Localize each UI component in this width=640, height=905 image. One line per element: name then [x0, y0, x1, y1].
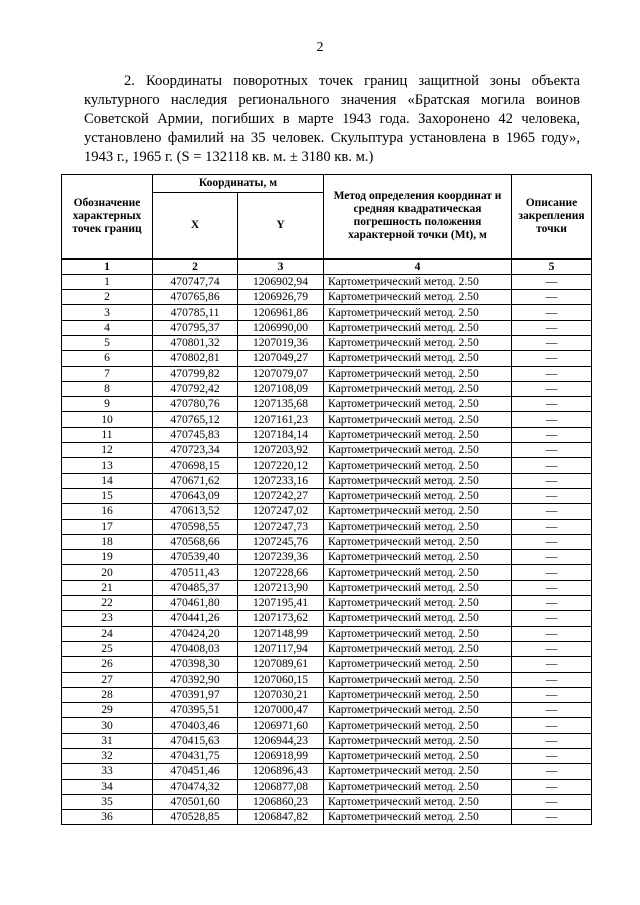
- point-number-cell: 30: [62, 718, 153, 733]
- description-cell: —: [512, 565, 592, 580]
- table-row: [62, 381, 592, 396]
- y-coordinate-cell: 1206971,60: [238, 718, 324, 733]
- point-number-cell: 3: [62, 305, 153, 320]
- description-cell: —: [512, 381, 592, 396]
- y-coordinate-cell: 1206944,23: [238, 733, 324, 748]
- point-number-cell: 4: [62, 320, 153, 335]
- x-coordinate-cell: 470511,43: [153, 565, 238, 580]
- point-number-cell: 1: [62, 274, 153, 289]
- description-cell: —: [512, 397, 592, 412]
- y-coordinate-cell: 1207228,66: [238, 565, 324, 580]
- point-number-cell: 8: [62, 381, 153, 396]
- x-coordinate-cell: 470501,60: [153, 794, 238, 809]
- y-coordinate-cell: 1207173,62: [238, 611, 324, 626]
- method-cell: Картометрический метод. 2.50: [324, 305, 512, 320]
- y-coordinate-cell: 1207148,99: [238, 626, 324, 641]
- point-number-cell: 20: [62, 565, 153, 580]
- description-cell: —: [512, 779, 592, 794]
- x-coordinate-cell: 470643,09: [153, 488, 238, 503]
- table-row: [62, 427, 592, 442]
- table-row: [62, 412, 592, 427]
- point-number-cell: 24: [62, 626, 153, 641]
- description-cell: —: [512, 733, 592, 748]
- table-row: [62, 794, 592, 809]
- x-coordinate-cell: 470780,76: [153, 397, 238, 412]
- header-coordinates: Координаты, м: [153, 175, 324, 193]
- x-coordinate-cell: 470392,90: [153, 672, 238, 687]
- table-row: [62, 749, 592, 764]
- x-coordinate-cell: 470441,26: [153, 611, 238, 626]
- table-row: [62, 274, 592, 289]
- x-coordinate-cell: 470539,40: [153, 550, 238, 565]
- table-row: [62, 397, 592, 412]
- x-coordinate-cell: 470795,37: [153, 320, 238, 335]
- header-description: Описание закрепления точки: [512, 175, 592, 259]
- description-cell: —: [512, 687, 592, 702]
- table-row: [62, 488, 592, 503]
- description-cell: —: [512, 427, 592, 442]
- table-row: [62, 443, 592, 458]
- point-number-cell: 5: [62, 335, 153, 350]
- y-coordinate-cell: 1207079,07: [238, 366, 324, 381]
- header-x: X: [153, 193, 238, 259]
- x-coordinate-cell: 470801,32: [153, 335, 238, 350]
- method-cell: Картометрический метод. 2.50: [324, 718, 512, 733]
- y-coordinate-cell: 1207089,61: [238, 657, 324, 672]
- table-row: [62, 779, 592, 794]
- y-coordinate-cell: 1207242,27: [238, 488, 324, 503]
- description-cell: —: [512, 488, 592, 503]
- y-coordinate-cell: 1207195,41: [238, 596, 324, 611]
- table-row: [62, 550, 592, 565]
- description-cell: —: [512, 366, 592, 381]
- table-row: [62, 718, 592, 733]
- header-method: Метод определения координат и средняя квадратическая погрешность положения характерной точки (Mt), м: [324, 175, 512, 259]
- x-coordinate-cell: 470403,46: [153, 718, 238, 733]
- x-coordinate-cell: 470451,46: [153, 764, 238, 779]
- table-row: [62, 611, 592, 626]
- method-cell: Картометрический метод. 2.50: [324, 397, 512, 412]
- table-row: [62, 733, 592, 748]
- y-coordinate-cell: 1207233,16: [238, 473, 324, 488]
- y-coordinate-cell: 1207019,36: [238, 335, 324, 350]
- y-coordinate-cell: 1206860,23: [238, 794, 324, 809]
- x-coordinate-cell: 470671,62: [153, 473, 238, 488]
- method-cell: Картометрический метод. 2.50: [324, 733, 512, 748]
- page-number: 2: [316, 40, 324, 55]
- y-coordinate-cell: 1207117,94: [238, 641, 324, 656]
- method-cell: Картометрический метод. 2.50: [324, 749, 512, 764]
- point-number-cell: 9: [62, 397, 153, 412]
- method-cell: Картометрический метод. 2.50: [324, 565, 512, 580]
- table-row: [62, 565, 592, 580]
- y-coordinate-cell: 1207030,21: [238, 687, 324, 702]
- table-row: [62, 626, 592, 641]
- table-row: [62, 335, 592, 350]
- description-cell: —: [512, 443, 592, 458]
- method-cell: Картометрический метод. 2.50: [324, 794, 512, 809]
- intro-paragraph: 2. Координаты поворотных точек границ защитной зоны объекта культурного наследия регионального значения «Братская могила воинов Советской Армии, погибших в марте 1943 года. Захоронено 42 человека, установлено фамилий на 35 человек. Скульптура установлена в 1965 году», 1943 г., 1965 г. (S = 132118 кв. м. ± 3180 кв. м.): [84, 73, 580, 165]
- y-coordinate-cell: 1207108,09: [238, 381, 324, 396]
- point-number-cell: 10: [62, 412, 153, 427]
- point-number-cell: 32: [62, 749, 153, 764]
- x-coordinate-cell: 470415,63: [153, 733, 238, 748]
- method-cell: Картометрический метод. 2.50: [324, 381, 512, 396]
- point-number-cell: 7: [62, 366, 153, 381]
- method-cell: Картометрический метод. 2.50: [324, 641, 512, 656]
- method-cell: Картометрический метод. 2.50: [324, 427, 512, 442]
- x-coordinate-cell: 470431,75: [153, 749, 238, 764]
- y-coordinate-cell: 1207239,36: [238, 550, 324, 565]
- y-coordinate-cell: 1207184,14: [238, 427, 324, 442]
- point-number-cell: 27: [62, 672, 153, 687]
- table-body: [62, 259, 592, 825]
- description-cell: —: [512, 611, 592, 626]
- point-number-cell: 26: [62, 657, 153, 672]
- table-row: [62, 504, 592, 519]
- description-cell: —: [512, 657, 592, 672]
- table-row: [62, 580, 592, 595]
- x-coordinate-cell: 470391,97: [153, 687, 238, 702]
- table-row: [62, 596, 592, 611]
- method-cell: Картометрический метод. 2.50: [324, 611, 512, 626]
- method-cell: Картометрический метод. 2.50: [324, 351, 512, 366]
- table-row: [62, 764, 592, 779]
- table-row: [62, 519, 592, 534]
- x-coordinate-cell: 470395,51: [153, 703, 238, 718]
- description-cell: —: [512, 810, 592, 825]
- point-number-cell: 28: [62, 687, 153, 702]
- point-number-cell: 34: [62, 779, 153, 794]
- description-cell: —: [512, 703, 592, 718]
- y-coordinate-cell: 1206847,82: [238, 810, 324, 825]
- method-cell: Картометрический метод. 2.50: [324, 488, 512, 503]
- x-coordinate-cell: 470785,11: [153, 305, 238, 320]
- coordinates-table: [61, 174, 592, 825]
- point-number-cell: 23: [62, 611, 153, 626]
- x-coordinate-cell: 470698,15: [153, 458, 238, 473]
- section-intro: [84, 72, 580, 167]
- column-number: 5: [512, 259, 592, 275]
- y-coordinate-cell: 1207247,73: [238, 519, 324, 534]
- table-row: [62, 473, 592, 488]
- table-row: [62, 810, 592, 825]
- method-cell: Картометрический метод. 2.50: [324, 290, 512, 305]
- table-row: [62, 366, 592, 381]
- point-number-cell: 11: [62, 427, 153, 442]
- description-cell: —: [512, 718, 592, 733]
- y-coordinate-cell: 1207049,27: [238, 351, 324, 366]
- y-coordinate-cell: 1206877,08: [238, 779, 324, 794]
- y-coordinate-cell: 1207245,76: [238, 534, 324, 549]
- method-cell: Картометрический метод. 2.50: [324, 504, 512, 519]
- method-cell: Картометрический метод. 2.50: [324, 412, 512, 427]
- table-row: [62, 534, 592, 549]
- description-cell: —: [512, 596, 592, 611]
- description-cell: —: [512, 412, 592, 427]
- point-number-cell: 18: [62, 534, 153, 549]
- point-number-cell: 19: [62, 550, 153, 565]
- method-cell: Картометрический метод. 2.50: [324, 274, 512, 289]
- method-cell: Картометрический метод. 2.50: [324, 626, 512, 641]
- table-row: [62, 305, 592, 320]
- point-number-cell: 13: [62, 458, 153, 473]
- point-number-cell: 25: [62, 641, 153, 656]
- description-cell: —: [512, 458, 592, 473]
- x-coordinate-cell: 470461,80: [153, 596, 238, 611]
- x-coordinate-cell: 470799,82: [153, 366, 238, 381]
- table-row: [62, 687, 592, 702]
- header-y: Y: [238, 193, 324, 259]
- method-cell: Картометрический метод. 2.50: [324, 473, 512, 488]
- y-coordinate-cell: 1207220,12: [238, 458, 324, 473]
- method-cell: Картометрический метод. 2.50: [324, 458, 512, 473]
- column-number-row: [62, 259, 592, 275]
- description-cell: —: [512, 351, 592, 366]
- method-cell: Картометрический метод. 2.50: [324, 703, 512, 718]
- header-point-designation: Обозначение характерных точек границ: [62, 175, 153, 259]
- description-cell: —: [512, 534, 592, 549]
- point-number-cell: 6: [62, 351, 153, 366]
- x-coordinate-cell: 470424,20: [153, 626, 238, 641]
- method-cell: Картометрический метод. 2.50: [324, 335, 512, 350]
- y-coordinate-cell: 1207000,47: [238, 703, 324, 718]
- description-cell: —: [512, 794, 592, 809]
- x-coordinate-cell: 470485,37: [153, 580, 238, 595]
- method-cell: Картометрический метод. 2.50: [324, 657, 512, 672]
- y-coordinate-cell: 1207135,68: [238, 397, 324, 412]
- method-cell: Картометрический метод. 2.50: [324, 320, 512, 335]
- description-cell: —: [512, 473, 592, 488]
- x-coordinate-cell: 470765,86: [153, 290, 238, 305]
- x-coordinate-cell: 470398,30: [153, 657, 238, 672]
- table-row: [62, 672, 592, 687]
- column-number: 4: [324, 259, 512, 275]
- method-cell: Картометрический метод. 2.50: [324, 366, 512, 381]
- y-coordinate-cell: 1207213,90: [238, 580, 324, 595]
- method-cell: Картометрический метод. 2.50: [324, 779, 512, 794]
- y-coordinate-cell: 1207060,15: [238, 672, 324, 687]
- description-cell: —: [512, 749, 592, 764]
- table-row: [62, 351, 592, 366]
- method-cell: Картометрический метод. 2.50: [324, 534, 512, 549]
- method-cell: Картометрический метод. 2.50: [324, 687, 512, 702]
- y-coordinate-cell: 1207203,92: [238, 443, 324, 458]
- description-cell: —: [512, 335, 592, 350]
- x-coordinate-cell: 470765,12: [153, 412, 238, 427]
- description-cell: —: [512, 626, 592, 641]
- point-number-cell: 17: [62, 519, 153, 534]
- column-number: 2: [153, 259, 238, 275]
- point-number-cell: 16: [62, 504, 153, 519]
- y-coordinate-cell: 1206902,94: [238, 274, 324, 289]
- method-cell: Картометрический метод. 2.50: [324, 810, 512, 825]
- description-cell: —: [512, 764, 592, 779]
- point-number-cell: 21: [62, 580, 153, 595]
- y-coordinate-cell: 1206990,00: [238, 320, 324, 335]
- method-cell: Картометрический метод. 2.50: [324, 443, 512, 458]
- x-coordinate-cell: 470528,85: [153, 810, 238, 825]
- y-coordinate-cell: 1207247,02: [238, 504, 324, 519]
- description-cell: —: [512, 641, 592, 656]
- table-row: [62, 657, 592, 672]
- x-coordinate-cell: 470598,55: [153, 519, 238, 534]
- description-cell: —: [512, 320, 592, 335]
- column-number: 1: [62, 259, 153, 275]
- x-coordinate-cell: 470745,83: [153, 427, 238, 442]
- method-cell: Картометрический метод. 2.50: [324, 764, 512, 779]
- description-cell: —: [512, 305, 592, 320]
- y-coordinate-cell: 1206961,86: [238, 305, 324, 320]
- table-row: [62, 703, 592, 718]
- y-coordinate-cell: 1207161,23: [238, 412, 324, 427]
- method-cell: Картометрический метод. 2.50: [324, 580, 512, 595]
- point-number-cell: 14: [62, 473, 153, 488]
- point-number-cell: 22: [62, 596, 153, 611]
- point-number-cell: 2: [62, 290, 153, 305]
- point-number-cell: 29: [62, 703, 153, 718]
- table-row: [62, 290, 592, 305]
- point-number-cell: 33: [62, 764, 153, 779]
- column-number: 3: [238, 259, 324, 275]
- method-cell: Картометрический метод. 2.50: [324, 596, 512, 611]
- method-cell: Картометрический метод. 2.50: [324, 550, 512, 565]
- point-number-cell: 31: [62, 733, 153, 748]
- point-number-cell: 12: [62, 443, 153, 458]
- description-cell: —: [512, 672, 592, 687]
- x-coordinate-cell: 470792,42: [153, 381, 238, 396]
- description-cell: —: [512, 290, 592, 305]
- x-coordinate-cell: 470747,74: [153, 274, 238, 289]
- x-coordinate-cell: 470613,52: [153, 504, 238, 519]
- x-coordinate-cell: 470723,34: [153, 443, 238, 458]
- point-number-cell: 35: [62, 794, 153, 809]
- description-cell: —: [512, 274, 592, 289]
- x-coordinate-cell: 470408,03: [153, 641, 238, 656]
- point-number-cell: 15: [62, 488, 153, 503]
- y-coordinate-cell: 1206918,99: [238, 749, 324, 764]
- y-coordinate-cell: 1206896,43: [238, 764, 324, 779]
- table-row: [62, 458, 592, 473]
- description-cell: —: [512, 519, 592, 534]
- table-row: [62, 320, 592, 335]
- description-cell: —: [512, 580, 592, 595]
- x-coordinate-cell: 470568,66: [153, 534, 238, 549]
- description-cell: —: [512, 550, 592, 565]
- x-coordinate-cell: 470802,81: [153, 351, 238, 366]
- y-coordinate-cell: 1206926,79: [238, 290, 324, 305]
- table-row: [62, 641, 592, 656]
- method-cell: Картометрический метод. 2.50: [324, 672, 512, 687]
- method-cell: Картометрический метод. 2.50: [324, 519, 512, 534]
- description-cell: —: [512, 504, 592, 519]
- x-coordinate-cell: 470474,32: [153, 779, 238, 794]
- point-number-cell: 36: [62, 810, 153, 825]
